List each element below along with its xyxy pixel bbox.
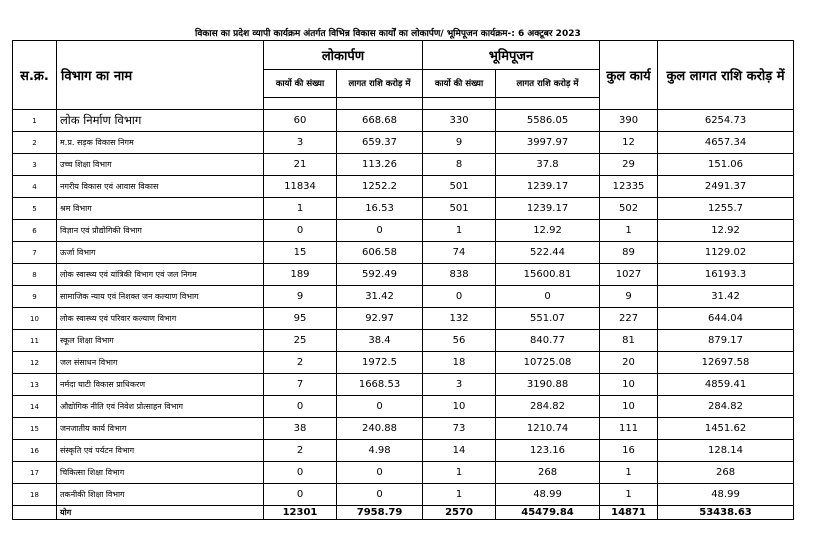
serial-cell: 13 [13,374,57,396]
serial-cell: 10 [13,308,57,330]
serial-cell: 15 [13,418,57,440]
header-lokarpan-cost: लागत राशि करोड़ में [337,70,423,98]
department-cell: नगरीय विकास एवं आवास विकास [57,176,264,198]
serial-cell: 18 [13,484,57,506]
bhoomipujan-cost-cell: 5586.05 [496,110,600,132]
bhoomipujan-count-cell: 18 [423,352,496,374]
total-works-cell: 29 [600,154,658,176]
total-works-cell: 111 [600,418,658,440]
bhoomipujan-count-cell: 10 [423,396,496,418]
table-row [13,396,794,418]
header-spacer-cell [496,98,600,110]
lokarpan-count-cell: 9 [264,286,337,308]
department-cell: लोक निर्माण विभाग [57,110,264,132]
lokarpan-cost-cell: 38.4 [337,330,423,352]
department-cell: संस्कृति एवं पर्यटन विभाग [57,440,264,462]
total-cost-cell: 1255.7 [658,198,794,220]
lokarpan-count-cell: 1 [264,198,337,220]
total-works-cell: 9 [600,286,658,308]
table-footer [13,506,794,520]
total-cost-cell: 16193.3 [658,264,794,286]
total-works-cell: 1 [600,220,658,242]
lokarpan-count-cell: 21 [264,154,337,176]
bhoomipujan-count-cell: 0 [423,286,496,308]
total-cost-cell: 284.82 [658,396,794,418]
lokarpan-count-cell: 15 [264,242,337,264]
bhoomipujan-count-cell: 1 [423,484,496,506]
serial-cell: 9 [13,286,57,308]
total-cost-cell: 4657.34 [658,132,794,154]
serial-cell: 3 [13,154,57,176]
serial-cell: 17 [13,462,57,484]
total-cost-cell: 128.14 [658,440,794,462]
total-cost-cell: 644.04 [658,308,794,330]
bhoomipujan-cost-cell: 0 [496,286,600,308]
lokarpan-cost-cell: 31.42 [337,286,423,308]
total-works-cell: 502 [600,198,658,220]
lokarpan-count-cell: 38 [264,418,337,440]
lokarpan-cost-cell: 592.49 [337,264,423,286]
table-row [13,484,794,506]
department-cell: ऊर्जा विभाग [57,242,264,264]
lokarpan-cost-cell: 0 [337,396,423,418]
bhoomipujan-count-cell: 14 [423,440,496,462]
table-body [13,110,794,506]
table-row [13,286,794,308]
lokarpan-cost-cell: 0 [337,462,423,484]
department-cell: औद्योगिक नीति एवं निवेश प्रोत्साहन विभाग [57,396,264,418]
table-row [13,110,794,132]
table-row [13,352,794,374]
header-bhoomipujan-count: कार्यो की संख्या [423,70,496,98]
bhoomipujan-cost-cell: 284.82 [496,396,600,418]
header-bhoomipujan: भूमिपूजन [423,41,600,70]
department-cell: उच्च शिक्षा विभाग [57,154,264,176]
department-cell: सामाजिक न्याय एवं निशक्त जन कल्याण विभाग [57,286,264,308]
total-cost-cell: 268 [658,462,794,484]
total-cost-cell: 48.99 [658,484,794,506]
bhoomipujan-cost-cell: 3190.88 [496,374,600,396]
header-spacer-cell [423,98,496,110]
lokarpan-count-cell: 0 [264,220,337,242]
header-total-works: कुल कार्य [600,41,658,110]
total-cost: 53438.63 [658,506,794,520]
lokarpan-count-cell: 7 [264,374,337,396]
total-works-cell: 81 [600,330,658,352]
table-row [13,176,794,198]
lokarpan-cost-cell: 659.37 [337,132,423,154]
lokarpan-cost-cell: 113.26 [337,154,423,176]
lokarpan-cost-cell: 1252.2 [337,176,423,198]
lokarpan-cost-cell: 240.88 [337,418,423,440]
table-row [13,418,794,440]
bhoomipujan-count-cell: 132 [423,308,496,330]
serial-cell: 16 [13,440,57,462]
lokarpan-count-cell: 0 [264,484,337,506]
total-cost-cell: 4859.41 [658,374,794,396]
total-bhoomipujan-count: 2570 [423,506,496,520]
serial-cell: 7 [13,242,57,264]
department-cell: नर्मदा घाटी विकास प्राधिकरण [57,374,264,396]
table-row [13,330,794,352]
header-bhoomipujan-cost: लागत राशि करोड़ में [496,70,600,98]
total-works-cell: 89 [600,242,658,264]
total-works-cell: 390 [600,110,658,132]
table-row [13,308,794,330]
serial-cell: 6 [13,220,57,242]
bhoomipujan-count-cell: 9 [423,132,496,154]
bhoomipujan-count-cell: 838 [423,264,496,286]
lokarpan-count-cell: 2 [264,352,337,374]
total-cost-cell: 12.92 [658,220,794,242]
lokarpan-count-cell: 3 [264,132,337,154]
lokarpan-cost-cell: 0 [337,220,423,242]
bhoomipujan-count-cell: 501 [423,198,496,220]
table-row [13,198,794,220]
total-cost-cell: 1451.62 [658,418,794,440]
total-works-cell: 10 [600,396,658,418]
bhoomipujan-cost-cell: 15600.81 [496,264,600,286]
header-lokarpan: लोकार्पण [264,41,423,70]
lokarpan-count-cell: 25 [264,330,337,352]
bhoomipujan-count-cell: 1 [423,462,496,484]
lokarpan-count-cell: 2 [264,440,337,462]
serial-cell: 4 [13,176,57,198]
total-works-cell: 1 [600,484,658,506]
bhoomipujan-cost-cell: 37.8 [496,154,600,176]
serial-cell: 5 [13,198,57,220]
bhoomipujan-count-cell: 74 [423,242,496,264]
serial-cell: 12 [13,352,57,374]
header-spacer-cell [264,98,337,110]
lokarpan-count-cell: 95 [264,308,337,330]
lokarpan-cost-cell: 4.98 [337,440,423,462]
bhoomipujan-cost-cell: 10725.08 [496,352,600,374]
department-cell: जल संसाधन विभाग [57,352,264,374]
total-works-cell: 16 [600,440,658,462]
total-works-cell: 1027 [600,264,658,286]
lokarpan-cost-cell: 1668.53 [337,374,423,396]
total-label: योग [57,506,264,520]
total-serial-cell [13,506,57,520]
total-works-cell: 12 [600,132,658,154]
bhoomipujan-cost-cell: 551.07 [496,308,600,330]
lokarpan-count-cell: 0 [264,462,337,484]
department-cell: लोक स्वास्थ्य एवं यांत्रिकी विभाग एवं जल निगम [57,264,264,286]
total-lokarpan-cost: 7958.79 [337,506,423,520]
lokarpan-count-cell: 0 [264,396,337,418]
total-works-cell: 20 [600,352,658,374]
lokarpan-cost-cell: 1972.5 [337,352,423,374]
table-row [13,220,794,242]
data-table [12,40,794,520]
bhoomipujan-cost-cell: 268 [496,462,600,484]
table-row [13,374,794,396]
header-serial: स.क्र. [13,41,57,110]
serial-cell: 11 [13,330,57,352]
header-department: विभाग का नाम [57,41,264,110]
bhoomipujan-count-cell: 1 [423,220,496,242]
header-total-cost: कुल लागत राशि करोड़ में [658,41,794,110]
department-cell: स्कूल शिक्षा विभाग [57,330,264,352]
bhoomipujan-cost-cell: 522.44 [496,242,600,264]
table-row [13,132,794,154]
table-row [13,154,794,176]
bhoomipujan-cost-cell: 840.77 [496,330,600,352]
total-works: 14871 [600,506,658,520]
total-works-cell: 227 [600,308,658,330]
lokarpan-count-cell: 60 [264,110,337,132]
total-bhoomipujan-cost: 45479.84 [496,506,600,520]
table-row [13,264,794,286]
table-row [13,462,794,484]
bhoomipujan-count-cell: 501 [423,176,496,198]
total-lokarpan-count: 12301 [264,506,337,520]
header-spacer-cell [337,98,423,110]
report-title: विकास का प्रदेश व्यापी कार्यक्रम अंतर्गत विभिन्न विकास कार्यों का लोकार्पण/ भूमिपूजन कार्यक्रम-: 6 अक्टूबर 2023 [195,29,581,39]
total-cost-cell: 6254.73 [658,110,794,132]
bhoomipujan-count-cell: 8 [423,154,496,176]
total-cost-cell: 151.06 [658,154,794,176]
bhoomipujan-count-cell: 73 [423,418,496,440]
serial-cell: 14 [13,396,57,418]
total-works-cell: 12335 [600,176,658,198]
table-row [13,242,794,264]
department-cell: चिकित्सा शिक्षा विभाग [57,462,264,484]
bhoomipujan-cost-cell: 1239.17 [496,176,600,198]
total-works-cell: 1 [600,462,658,484]
lokarpan-count-cell: 11834 [264,176,337,198]
bhoomipujan-cost-cell: 12.92 [496,220,600,242]
serial-cell: 8 [13,264,57,286]
department-cell: श्रम विभाग [57,198,264,220]
bhoomipujan-cost-cell: 48.99 [496,484,600,506]
total-cost-cell: 31.42 [658,286,794,308]
total-cost-cell: 879.17 [658,330,794,352]
header-lokarpan-count: कार्यो की संख्या [264,70,337,98]
department-cell: लोक स्वास्थ्य एवं परिवार कल्याण विभाग [57,308,264,330]
department-cell: म.प्र. सड़क विकास निगम [57,132,264,154]
bhoomipujan-cost-cell: 1239.17 [496,198,600,220]
bhoomipujan-cost-cell: 1210.74 [496,418,600,440]
total-cost-cell: 1129.02 [658,242,794,264]
total-works-cell: 10 [600,374,658,396]
serial-cell: 2 [13,132,57,154]
total-row [13,506,794,520]
lokarpan-cost-cell: 606.58 [337,242,423,264]
total-cost-cell: 2491.37 [658,176,794,198]
lokarpan-cost-cell: 0 [337,484,423,506]
bhoomipujan-cost-cell: 3997.97 [496,132,600,154]
lokarpan-count-cell: 189 [264,264,337,286]
table-row [13,440,794,462]
bhoomipujan-count-cell: 56 [423,330,496,352]
lokarpan-cost-cell: 16.53 [337,198,423,220]
department-cell: तकनीकी शिक्षा विभाग [57,484,264,506]
department-cell: विज्ञान एवं प्रौद्योगिकी विभाग [57,220,264,242]
serial-cell: 1 [13,110,57,132]
lokarpan-cost-cell: 668.68 [337,110,423,132]
lokarpan-cost-cell: 92.97 [337,308,423,330]
table-header [13,41,794,110]
department-cell: जनजातीय कार्य विभाग [57,418,264,440]
bhoomipujan-cost-cell: 123.16 [496,440,600,462]
bhoomipujan-count-cell: 330 [423,110,496,132]
bhoomipujan-count-cell: 3 [423,374,496,396]
total-cost-cell: 12697.58 [658,352,794,374]
